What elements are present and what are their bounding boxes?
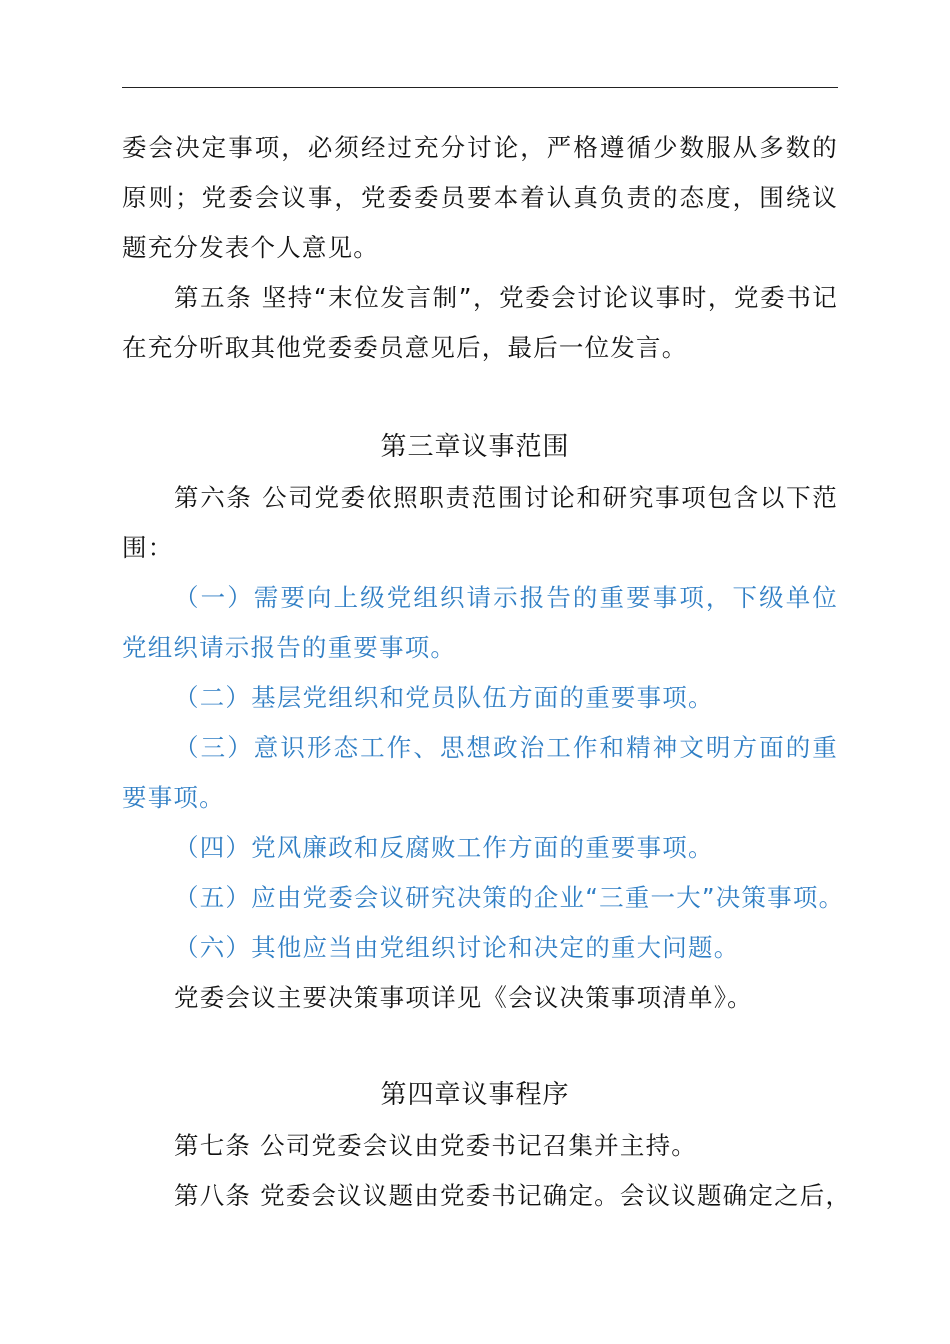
paragraph-line: 原则；党委会议事，党委委员要本着认真负责的态度，围绕议 [122, 183, 838, 212]
paragraph-line: 题充分发表个人意见。 [122, 233, 379, 262]
scope-item-2: （二）基层党组织和党员队伍方面的重要事项。 [174, 683, 714, 712]
article-6-line: 第六条 公司党委依照职责范围讨论和研究事项包含以下范 [174, 483, 838, 512]
chapter-4-title: 第四章议事程序 [380, 1080, 570, 1110]
scope-item-3-cont: 要事项。 [122, 783, 225, 812]
paragraph-line: 委会决定事项，必须经过充分讨论，严格遵循少数服从多数的 [122, 133, 838, 162]
scope-item-4: （四）党风廉政和反腐败工作方面的重要事项。 [174, 833, 714, 862]
scope-item-5: （五）应由党委会议研究决策的企业“三重一大”决策事项。 [174, 883, 845, 912]
article-7-line: 第七条 公司党委会议由党委书记召集并主持。 [174, 1131, 697, 1160]
scope-item-1: （一）需要向上级党组织请示报告的重要事项，下级单位 [174, 583, 838, 612]
scope-item-3: （三）意识形态工作、思想政治工作和精神文明方面的重 [174, 733, 838, 762]
scope-item-6: （六）其他应当由党组织讨论和决定的重大问题。 [174, 933, 740, 962]
article-5-line: 第五条 坚持“末位发言制”，党委会讨论议事时，党委书记 [174, 283, 838, 312]
article-8-line: 第八条 党委会议议题由党委书记确定。会议议题确定之后， [174, 1181, 852, 1210]
decision-list-note: 党委会议主要决策事项详见《会议决策事项清单》。 [174, 983, 753, 1012]
scope-item-1-cont: 党组织请示报告的重要事项。 [122, 633, 457, 662]
chapter-3-title: 第三章议事范围 [380, 432, 570, 462]
header-rule [122, 87, 838, 88]
article-5-line: 在充分听取其他党委委员意见后，最后一位发言。 [122, 333, 688, 362]
article-6-line: 围： [122, 533, 174, 562]
